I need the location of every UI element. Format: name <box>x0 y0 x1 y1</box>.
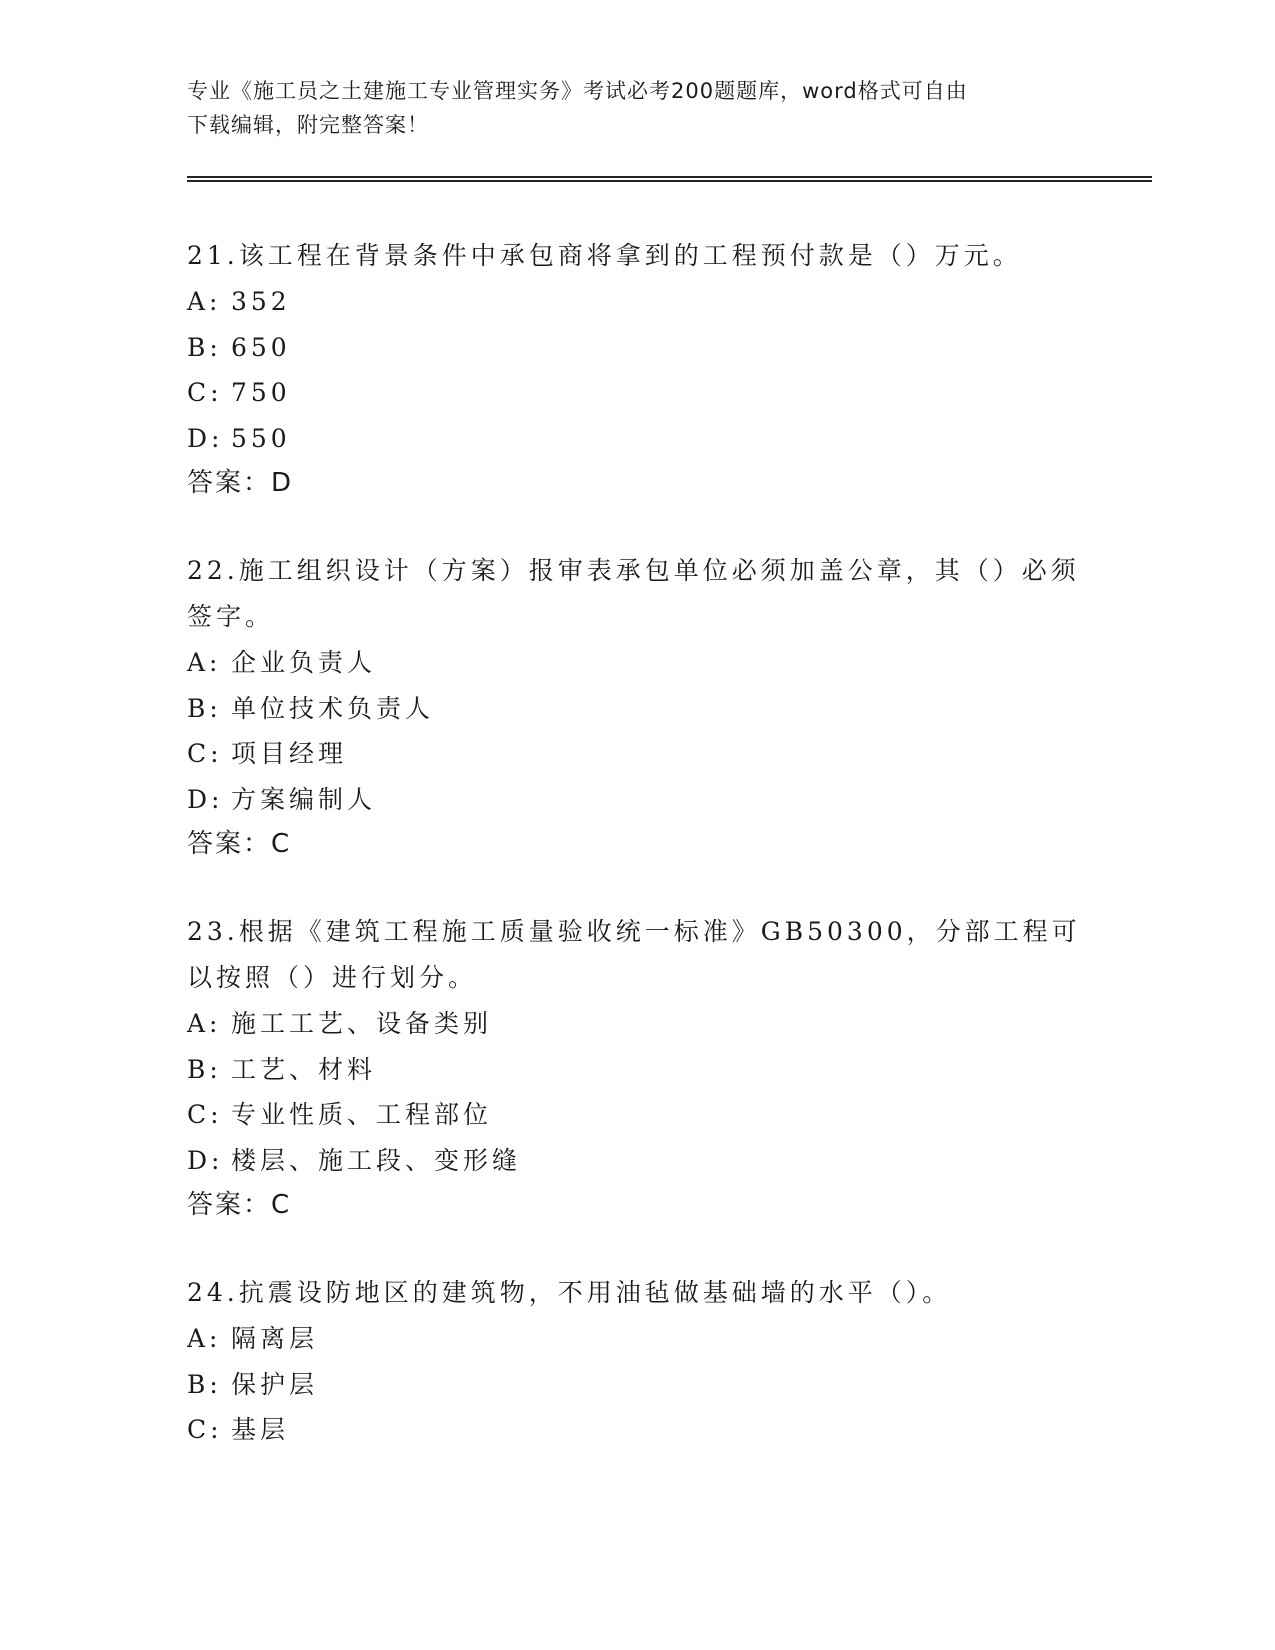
option-key: B: <box>187 693 222 723</box>
option-c <box>187 1407 1087 1453</box>
option-text: 专业性质、工程部位 <box>231 1100 493 1129</box>
option-c <box>187 370 1087 416</box>
option-text: 施工工艺、设备类别 <box>231 1009 493 1038</box>
option-text: 保护层 <box>231 1369 319 1399</box>
answer-line: 答案：C <box>187 829 292 859</box>
option-text: 550 <box>231 423 291 453</box>
option-a <box>187 640 1087 686</box>
header-line-2: 下载编辑，附完整答案！ <box>187 113 429 137</box>
header-line-1: 专业《施工员之土建施工专业管理实务》考试必考200题题库，word格式可自由 <box>187 79 968 103</box>
option-text: 隔离层 <box>231 1324 319 1353</box>
option-b <box>187 686 1087 732</box>
option-text: 352 <box>231 287 291 316</box>
option-key: B: <box>187 1054 222 1084</box>
question-22 <box>187 548 1087 867</box>
option-a <box>187 279 1087 325</box>
option-text: 650 <box>231 332 291 362</box>
option-c <box>187 731 1087 777</box>
option-text: 楼层、施工段、变形缝 <box>231 1145 522 1175</box>
question-stem: 21.该工程在背景条件中承包商将拿到的工程预付款是（）万元。 <box>187 241 1022 270</box>
option-text: 企业负责人 <box>231 648 377 677</box>
option-a <box>187 1001 1087 1047</box>
question-stem: 23.根据《建筑工程施工质量验收统一标准》GB50300，分部工程可以按照（）进行划分。 <box>187 917 1081 992</box>
question-24 <box>187 1270 1087 1453</box>
option-key: D: <box>187 1145 224 1175</box>
option-key: B: <box>187 332 222 362</box>
option-text: 工艺、材料 <box>231 1054 377 1084</box>
option-d <box>187 777 1087 823</box>
option-key: A: <box>187 287 222 316</box>
option-key: C: <box>187 1100 223 1129</box>
answer-line: 答案：C <box>187 1190 292 1220</box>
option-b <box>187 325 1087 371</box>
option-b <box>187 1362 1087 1408</box>
question-stem: 24.抗震设防地区的建筑物，不用油毡做基础墙的水平（）。 <box>187 1278 952 1307</box>
question-stem: 22.施工组织设计（方案）报审表承包单位必须加盖公章，其（）必须签字。 <box>187 556 1080 631</box>
option-d <box>187 1138 1087 1184</box>
option-key: C: <box>187 1415 223 1444</box>
option-key: A: <box>187 1009 222 1038</box>
answer-line: 答案：D <box>187 468 294 498</box>
option-b <box>187 1047 1087 1093</box>
option-c <box>187 1092 1087 1138</box>
option-text: 基层 <box>231 1415 290 1444</box>
option-key: B: <box>187 1369 222 1399</box>
header-divider <box>187 176 1152 182</box>
option-a <box>187 1316 1087 1362</box>
document-header <box>187 74 1087 142</box>
option-text: 750 <box>231 378 291 407</box>
option-key: D: <box>187 423 224 453</box>
option-text: 单位技术负责人 <box>231 693 435 723</box>
question-21 <box>187 233 1087 506</box>
option-d <box>187 416 1087 462</box>
question-23 <box>187 909 1087 1228</box>
option-key: A: <box>187 1324 222 1353</box>
option-key: A: <box>187 648 222 677</box>
option-text: 项目经理 <box>231 739 348 768</box>
option-text: 方案编制人 <box>231 784 377 814</box>
option-key: C: <box>187 739 223 768</box>
option-key: D: <box>187 784 224 814</box>
question-list <box>187 233 1087 1495</box>
option-key: C: <box>187 378 223 407</box>
